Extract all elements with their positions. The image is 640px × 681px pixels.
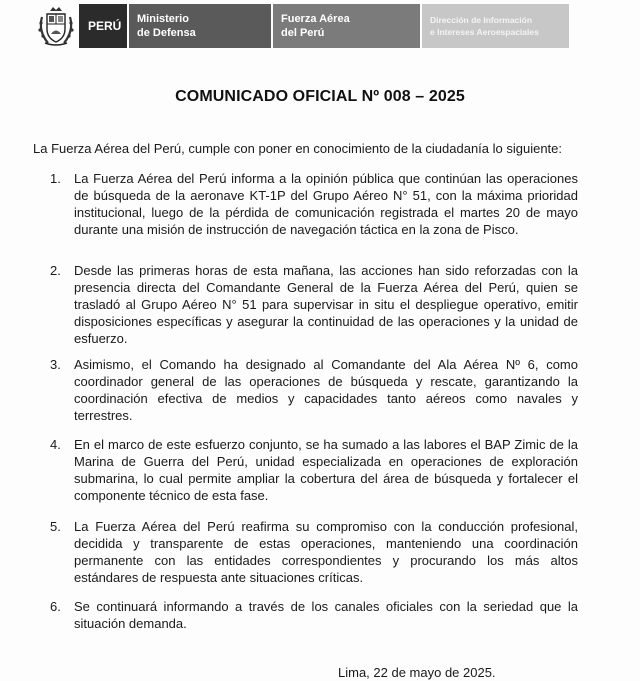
item-number: 4.: [50, 437, 61, 452]
ministry-line-1: Ministerio: [137, 13, 189, 25]
item-number: 6.: [50, 599, 61, 614]
air-force-line-2: del Perú: [281, 27, 325, 39]
direction-line-1: Dirección de Información: [430, 15, 533, 25]
peru-coat-of-arms-icon: [33, 4, 79, 48]
item-text: Se continuará informando a través de los canales oficiales con la seriedad que la situación demanda.: [74, 599, 578, 631]
ministry-line-2: de Defensa: [137, 27, 196, 39]
item-text: La Fuerza Aérea del Perú informa a la opinión pública que continúan las operaciones de búsqueda de la aeronave KT-1P del Grupo Aéreo N° 51, con la máxima prioridad institucional, luego de la pérdida de comunicación registrada el martes 20 de mayo durante una misión de instrucción de navegación táctica en la zona de Pisco.: [74, 171, 578, 237]
letterhead: [33, 4, 569, 48]
list-item: [50, 436, 578, 504]
list-item: [50, 356, 578, 424]
country-label: PERÚ: [88, 19, 122, 33]
item-text: En el marco de este esfuerzo conjunto, se ha sumado a las labores el BAP Zimic de la Marina de Guerra del Perú, unidad especializada en operaciones de exploración submarina, lo cual permite ampliar la cobertura del área de búsqueda y fortalecer el componente técnico de esta fase.: [74, 437, 578, 503]
list-item: [50, 170, 578, 238]
communique-title: COMUNICADO OFICIAL Nº 008 – 2025: [175, 88, 465, 105]
list-item: [50, 262, 578, 347]
direction-label-box: [422, 4, 569, 48]
list-item: [50, 598, 578, 632]
direction-line-2: e Intereses Aeroespaciales: [430, 27, 539, 37]
intro-paragraph: La Fuerza Aérea del Perú, cumple con poner en conocimiento de la ciudadanía lo siguiente:: [33, 141, 563, 156]
country-label-box: [79, 4, 127, 48]
ministry-label-box: [129, 4, 271, 48]
item-number: 1.: [50, 171, 61, 186]
item-number: 3.: [50, 357, 61, 372]
place-and-date: Lima, 22 de mayo de 2025.: [338, 665, 496, 680]
item-text: Asimismo, el Comando ha designado al Comandante del Ala Aérea Nº 6, como coordinador general de las operaciones de búsqueda y rescate, garantizando la coordinación efectiva de medios y capacidades tanto aéreos como navales y terrestres.: [74, 357, 578, 423]
item-text: La Fuerza Aérea del Perú reafirma su compromiso con la conducción profesional, decidida y transparente de estas operaciones, manteniendo una coordinación permanente con las entidades correspondientes y procurando los más altos estándares de respuesta ante situaciones críticas.: [74, 519, 578, 585]
air-force-label-box: [273, 4, 420, 48]
coat-of-arms-graphic: [36, 5, 76, 47]
item-number: 5.: [50, 519, 61, 534]
air-force-line-1: Fuerza Aérea: [281, 13, 350, 25]
item-text: Desde las primeras horas de esta mañana, las acciones han sido reforzadas con la presencia directa del Comandante General de la Fuerza Aérea del Perú, quien se trasladó al Grupo Aéreo N° 51 para supervisar in situ el despliegue operativo, emitir disposiciones específicas y asegurar la continuidad de las operaciones y la unidad de esfuerzo.: [74, 263, 578, 346]
list-item: [50, 518, 578, 586]
item-number: 2.: [50, 263, 61, 278]
